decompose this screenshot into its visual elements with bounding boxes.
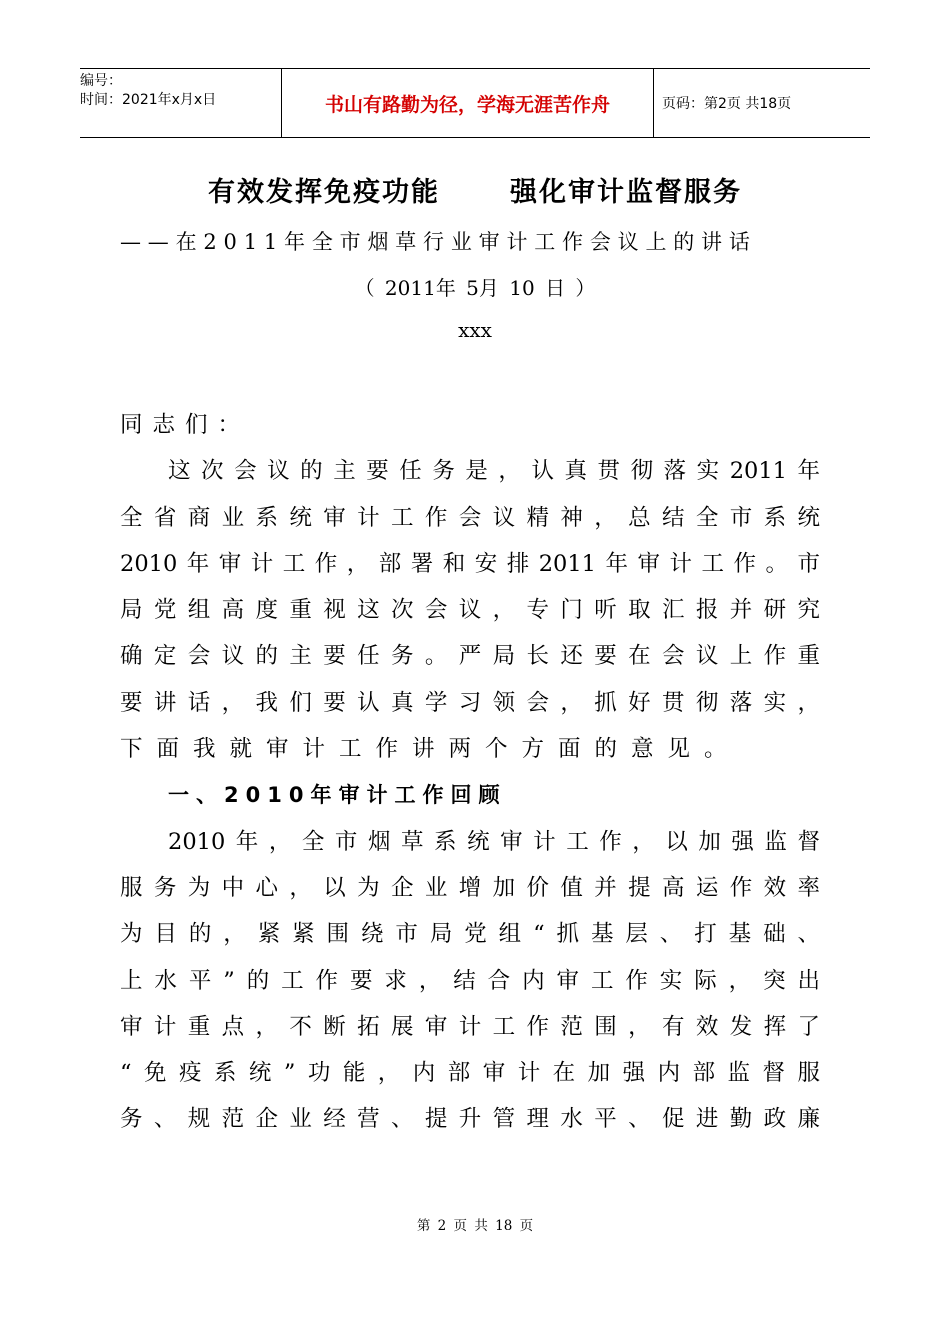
paragraph-1-line: 2010年审计工作，部署和安排2011年审计工作。市	[120, 550, 820, 577]
header-left-cell	[80, 69, 281, 137]
document-author: xxx	[458, 318, 492, 342]
section-1-heading: 一、2010年审计工作回顾	[168, 783, 507, 808]
paragraph-1-line: 局党组高度重视这次会议，专门听取汇报并研究	[120, 597, 820, 624]
document-title	[0, 170, 950, 209]
document-subtitle: ——在2011年全市烟草行业审计工作会议上的讲话	[120, 230, 757, 254]
number-label: 编号：	[80, 73, 122, 89]
paragraph-2-line: 为目的，紧紧围绕市局党组“抓基层、打基础、	[120, 921, 820, 948]
document-body	[120, 402, 820, 1143]
page-footer: 第 2 页 共 18 页	[416, 1218, 534, 1234]
title-part-2: 强化审计监督服务	[510, 177, 742, 208]
paragraph-2-line: 务、规范企业经营、提升管理水平、促进勤政廉	[120, 1106, 820, 1133]
paragraph-1-line: 要讲话，我们要认真学习领会，抓好贯彻落实，	[120, 689, 820, 716]
paragraph-2-line: 服务为中心，以为企业增加价值并提高运作效率	[120, 874, 820, 901]
paragraph-2-line: 2010年，全市烟草系统审计工作，以加强监督	[168, 828, 820, 855]
salutation: 同志们：	[120, 412, 251, 438]
paragraph-1-line: 下面我就审计工作讲两个方面的意见。	[120, 736, 741, 763]
paragraph-2-line: “免疫系统”功能，内部审计在加强内部监督服	[120, 1060, 820, 1087]
paragraph-1-line: 确定会议的主要任务。严局长还要在会议上作重	[120, 643, 820, 670]
document-date: （ 2011年 5月 10 日 ）	[354, 276, 596, 300]
header-motto: 书山有路勤为径，学海无涯苦作舟	[281, 69, 654, 137]
paragraph-1-line: 全省商业系统审计工作会议精神，总结全市系统	[120, 504, 820, 531]
title-part-1: 有效发挥免疫功能	[208, 177, 440, 208]
header-page-info: 页码：第2页 共18页	[662, 96, 792, 112]
paragraph-2-line: 审计重点，不断拓展审计工作范围，有效发挥了	[120, 1013, 820, 1040]
time-label: 时间：2021年x月x日	[80, 92, 217, 108]
paragraph-2-line: 上水平”的工作要求，结合内审工作实际，突出	[120, 967, 820, 994]
paragraph-1-line: 这次会议的主要任务是，认真贯彻落实2011年	[168, 458, 820, 485]
header-table	[80, 68, 870, 138]
